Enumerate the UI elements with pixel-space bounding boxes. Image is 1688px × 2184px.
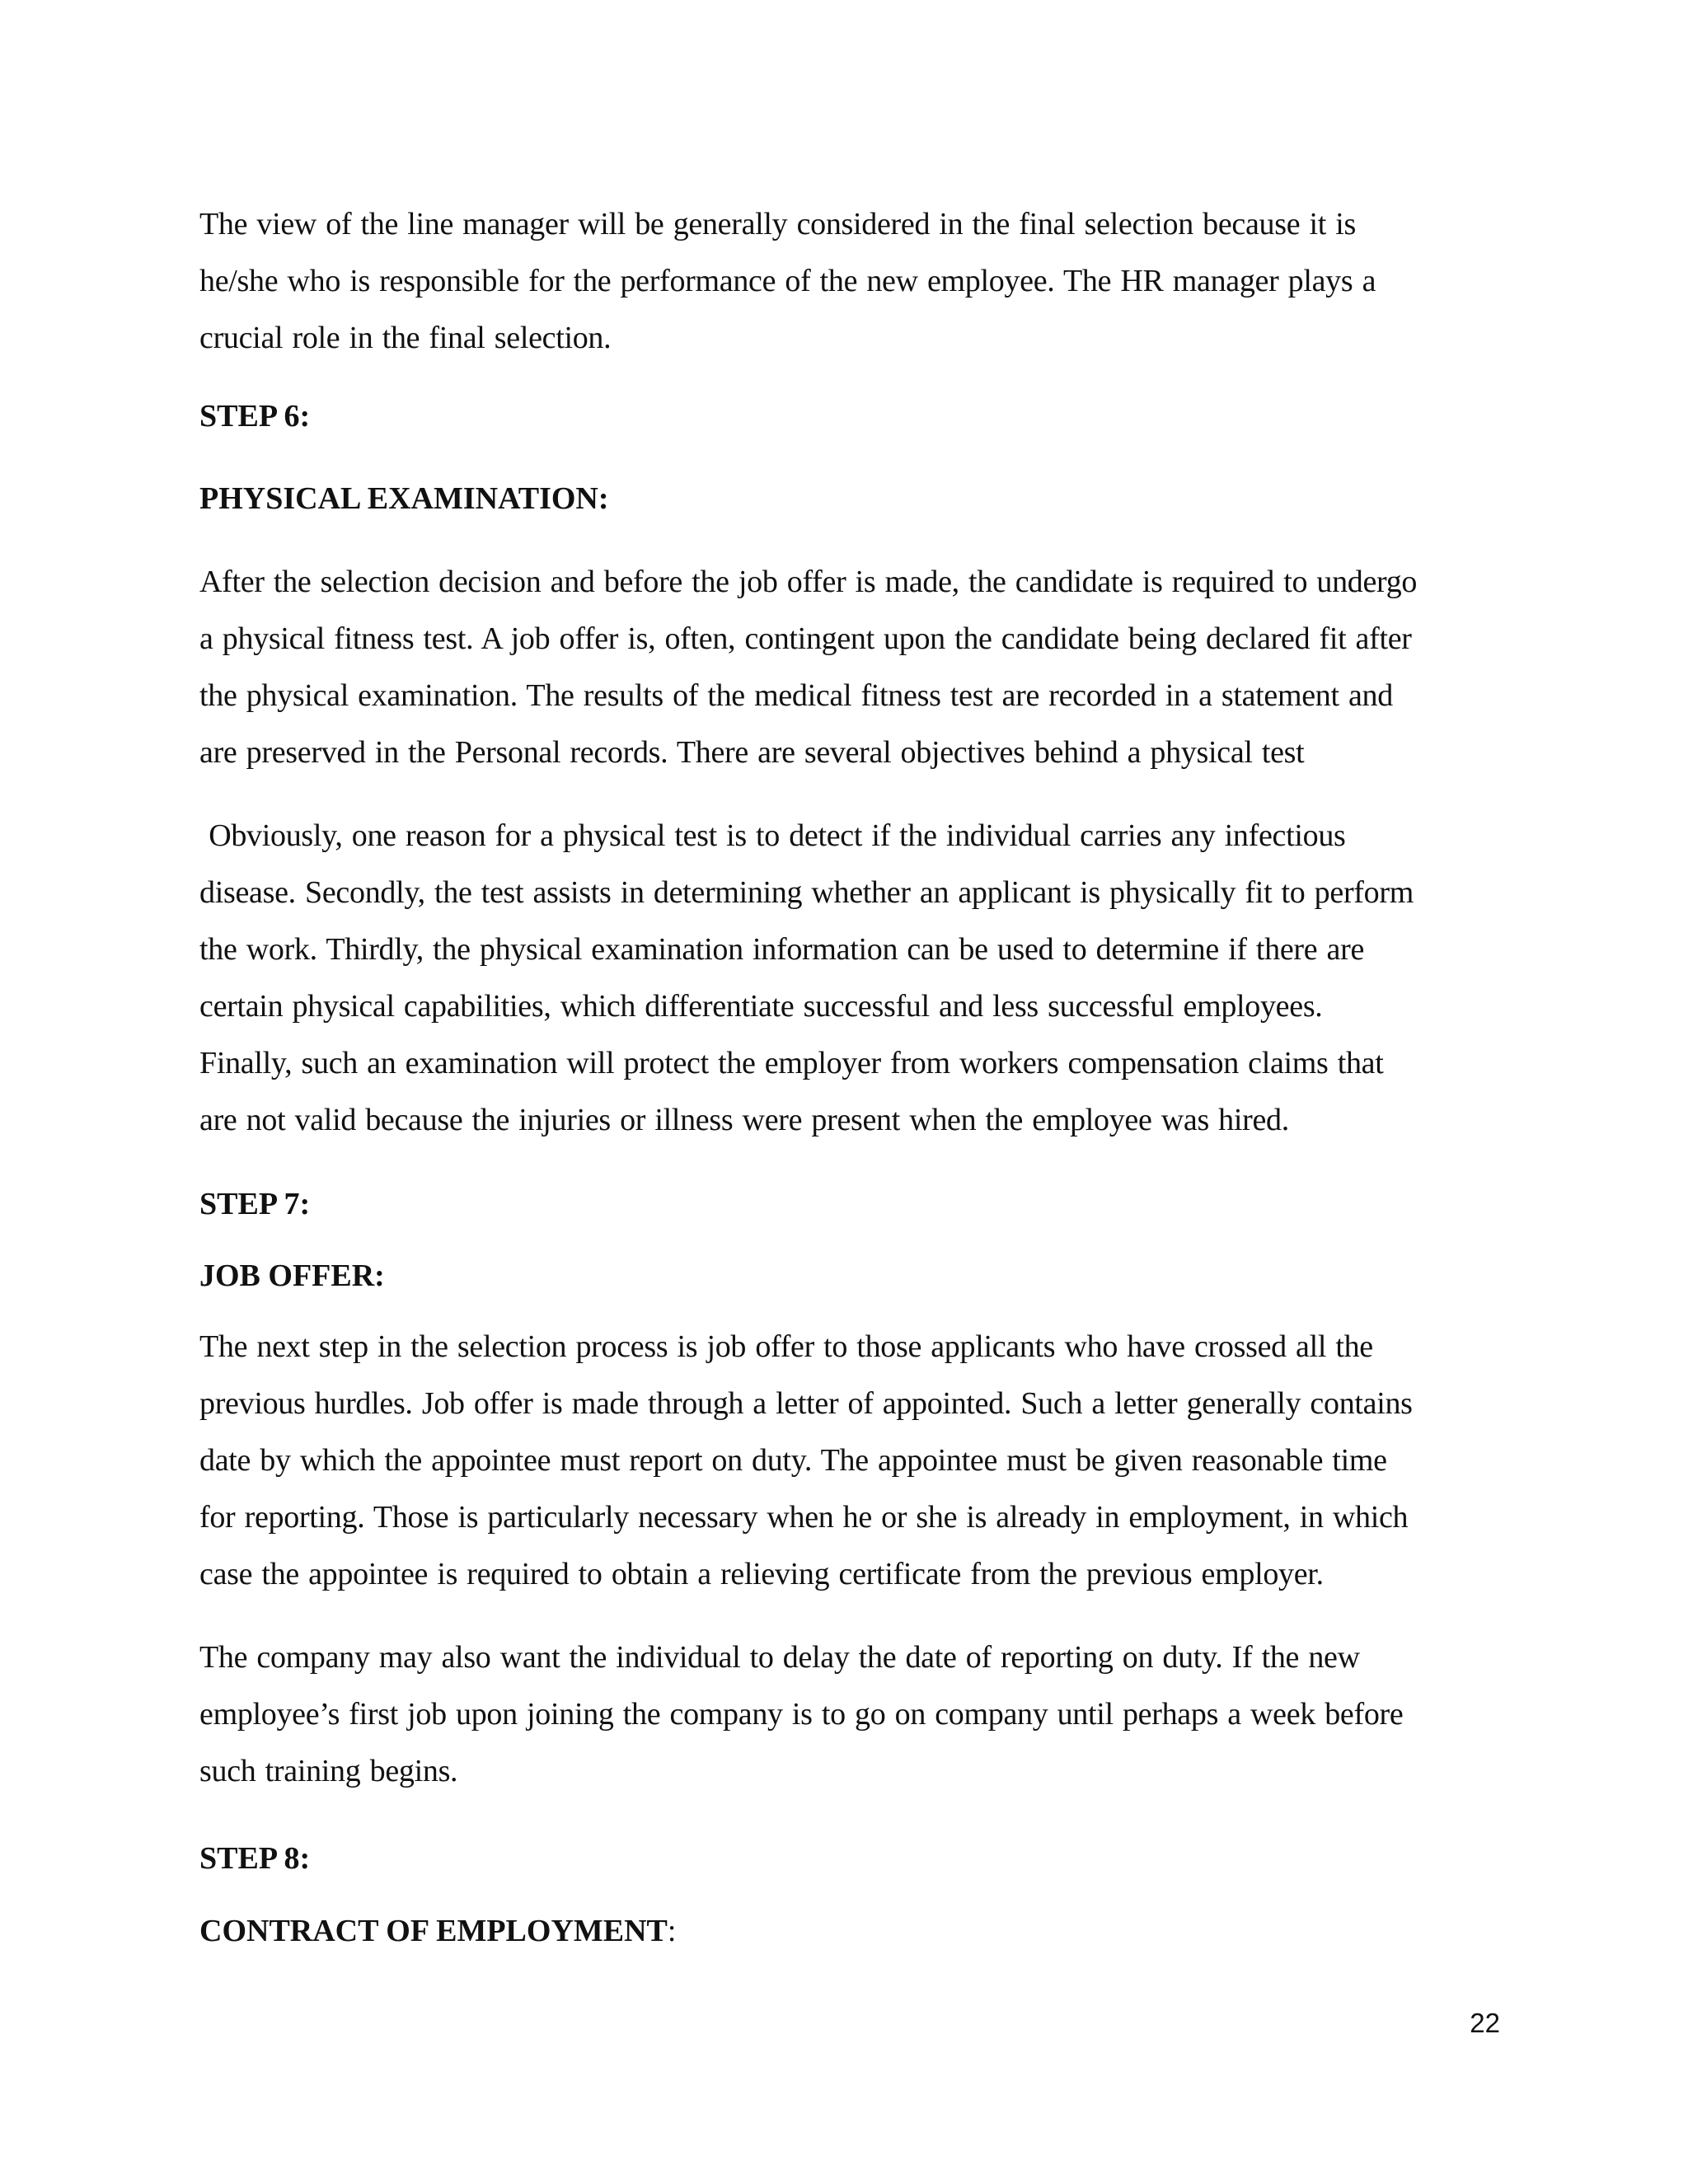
step-8-title-text: CONTRACT OF EMPLOYMENT bbox=[199, 1914, 668, 1948]
step-8-label: STEP 8: bbox=[199, 1841, 311, 1876]
step-6-title: PHYSICAL EXAMINATION: bbox=[199, 481, 609, 516]
text-line: case the appointee is required to obtain a relieving certificate from the previous employer. bbox=[199, 1557, 1324, 1591]
text-line: are preserved in the Personal records. There are several objectives behind a physical test bbox=[199, 735, 1305, 770]
paragraph-physical-examination-2 bbox=[199, 808, 1502, 1149]
text-line: date by which the appointee must report on duty. The appointee must be given reasonable time bbox=[199, 1443, 1387, 1478]
text-line: After the selection decision and before the job offer is made, the candidate is required to undergo bbox=[199, 565, 1418, 599]
text-line: previous hurdles. Job offer is made through a letter of appointed. Such a letter generally contains bbox=[199, 1386, 1413, 1421]
step-8-title bbox=[199, 1910, 1502, 1952]
paragraph-physical-examination-1 bbox=[199, 554, 1502, 781]
step-8-title-colon: : bbox=[667, 1914, 677, 1948]
text-line: disease. Secondly, the test assists in determining whether an applicant is physically fit to perform bbox=[199, 875, 1414, 910]
page-number: 22 bbox=[1470, 2008, 1500, 2038]
text-line: he/she who is responsible for the performance of the new employee. The HR manager plays a bbox=[199, 264, 1376, 298]
paragraph-final-selection bbox=[199, 196, 1502, 367]
step-6-label: STEP 6: bbox=[199, 399, 311, 434]
text-line: the physical examination. The results of the medical fitness test are recorded in a statement and bbox=[199, 678, 1393, 713]
text-line: The view of the line manager will be generally considered in the final selection because it is bbox=[199, 207, 1356, 241]
text-line: The company may also want the individual to delay the date of reporting on duty. If the new bbox=[199, 1640, 1360, 1675]
step-7-title: JOB OFFER: bbox=[199, 1258, 385, 1293]
text-line: The next step in the selection process is job offer to those applicants who have crossed all the bbox=[199, 1329, 1373, 1364]
text-line: crucial role in the final selection. bbox=[199, 321, 612, 355]
text-line: certain physical capabilities, which differentiate successful and less successful employees. bbox=[199, 989, 1323, 1024]
text-line: the work. Thirdly, the physical examination information can be used to determine if there are bbox=[199, 932, 1365, 967]
text-line: employee’s first job upon joining the company is to go on company until perhaps a week before bbox=[199, 1697, 1404, 1732]
paragraph-job-offer-1 bbox=[199, 1319, 1502, 1603]
paragraph-job-offer-2 bbox=[199, 1629, 1502, 1800]
text-line: for reporting. Those is particularly necessary when he or she is already in employment, in which bbox=[199, 1500, 1409, 1535]
text-line: a physical fitness test. A job offer is, often, contingent upon the candidate being declared fit after bbox=[199, 621, 1412, 656]
text-line: such training begins. bbox=[199, 1754, 458, 1788]
text-line: Finally, such an examination will protect the employer from workers compensation claims that bbox=[199, 1046, 1384, 1080]
text-line: are not valid because the injuries or illness were present when the employee was hired. bbox=[199, 1103, 1289, 1137]
text-line: Obviously, one reason for a physical test is to detect if the individual carries any infectious bbox=[199, 818, 1346, 853]
step-7-label: STEP 7: bbox=[199, 1187, 311, 1221]
